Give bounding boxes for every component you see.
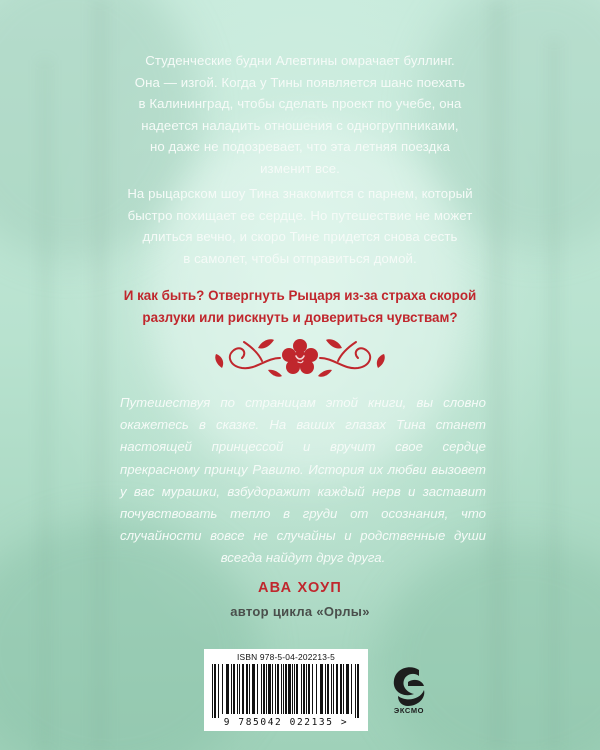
- ean-digits: 9 785042 022135 >: [223, 717, 349, 728]
- barcode-bar: [222, 664, 223, 714]
- barcode-bar: [239, 664, 240, 714]
- barcode-bar: [281, 664, 282, 714]
- text-line: И как быть? Отвергнуть Рыцаря из-за страха скорой: [123, 288, 477, 303]
- barcode-bar: [316, 664, 317, 714]
- barcode-bar: [233, 664, 235, 714]
- barcode-bar: [306, 664, 307, 714]
- barcode-bar: [237, 664, 238, 714]
- text-line: изменит все.: [260, 160, 340, 176]
- barcode-bar: [351, 664, 352, 714]
- review-quote: Путешествуя по страницам этой книги, вы словно окажетесь в сказке. На ваших глазах Тина станет настоящей принцессой и вручит свое сердце прекрасному принцу Равилю. История их любви вызовет у вас мурашки, взбудоражит каждый нерв и заставит почувствовать тепло в груди от осознания, что случайности вовсе не случайны и родственные души всегда найдут друг друга.: [120, 395, 486, 566]
- barcode-bar: [308, 664, 310, 714]
- barcode-bar: [266, 664, 267, 714]
- synopsis-paragraph-1: [100, 50, 500, 180]
- barcode-bar: [357, 664, 359, 718]
- text-line: быстро похищает ее сердце. Но путешествие не может: [127, 207, 473, 223]
- text-line: в самолет, чтобы отправиться домой.: [183, 250, 417, 266]
- barcode-bar: [263, 664, 265, 714]
- barcode-bar: [257, 664, 258, 714]
- text-line: надеется наладить отношения с одногруппниками,: [141, 117, 459, 133]
- synopsis-paragraph-2: [100, 183, 500, 269]
- text-line: На рыцарском шоу Тина знакомится с парнем, который: [127, 186, 473, 201]
- barcode-bar: [288, 664, 291, 714]
- barcode-bar: [333, 664, 334, 714]
- tagline-question: [100, 285, 500, 328]
- barcode-bar: [336, 664, 338, 714]
- text-line: длиться вечно, и скоро Тине придется снова сесть: [142, 229, 458, 245]
- barcode-bars: [210, 664, 362, 718]
- publisher-name: ЭКСМО: [393, 706, 425, 715]
- text-line: разлуки или рискнуть и довериться чувствам?: [142, 309, 458, 325]
- barcode-bar: [231, 664, 232, 714]
- barcode-bar: [249, 664, 250, 714]
- barcode-bar: [294, 664, 295, 714]
- barcode-bar: [277, 664, 279, 714]
- barcode-bar: [275, 664, 276, 714]
- barcode-bar: [340, 664, 342, 714]
- text-line: в Калининград, чтобы сделать проект по учебе, она: [138, 96, 462, 112]
- barcode-bar: [343, 664, 344, 714]
- text-line: но даже не подозревает, что эта летняя поездка: [149, 139, 451, 155]
- barcode-bar: [331, 664, 332, 714]
- barcode-bar: [252, 664, 255, 714]
- barcode-panel: [204, 649, 368, 731]
- barcode-bar: [292, 664, 293, 714]
- tree-silhouette: [40, 60, 50, 750]
- barcode-bar: [212, 664, 213, 718]
- barcode-bar: [320, 664, 323, 714]
- floral-divider-icon: [214, 334, 386, 382]
- barcode-bar: [301, 664, 302, 714]
- review-author: АВА ХОУП: [258, 580, 342, 596]
- review-author-series: автор цикла «Орлы»: [230, 604, 370, 619]
- barcode-bar: [325, 664, 326, 714]
- tree-silhouette: [548, 40, 560, 750]
- barcode-bar: [226, 664, 229, 714]
- barcode-bar: [283, 664, 284, 714]
- barcode-bar: [246, 664, 248, 714]
- barcode-bar: [218, 664, 219, 718]
- barcode-bar: [214, 664, 216, 718]
- barcode-bar: [272, 664, 273, 714]
- text-line: Она — изгой. Когда у Тины появляется шанс поехать: [134, 74, 466, 90]
- barcode-bar: [346, 664, 349, 714]
- isbn-number: ISBN 978-5-04-202213-5: [237, 652, 335, 662]
- barcode-bar: [296, 664, 298, 714]
- barcode-bar: [285, 664, 287, 714]
- barcode-bar: [355, 664, 356, 718]
- barcode-bar: [312, 664, 313, 714]
- barcode-bar: [268, 664, 271, 714]
- barcode-bar: [303, 664, 305, 714]
- barcode-bar: [261, 664, 262, 714]
- barcode-bar: [327, 664, 329, 714]
- barcode-bar: [242, 664, 244, 714]
- text-line: Студенческие будни Алевтины омрачает буллинг.: [145, 53, 455, 68]
